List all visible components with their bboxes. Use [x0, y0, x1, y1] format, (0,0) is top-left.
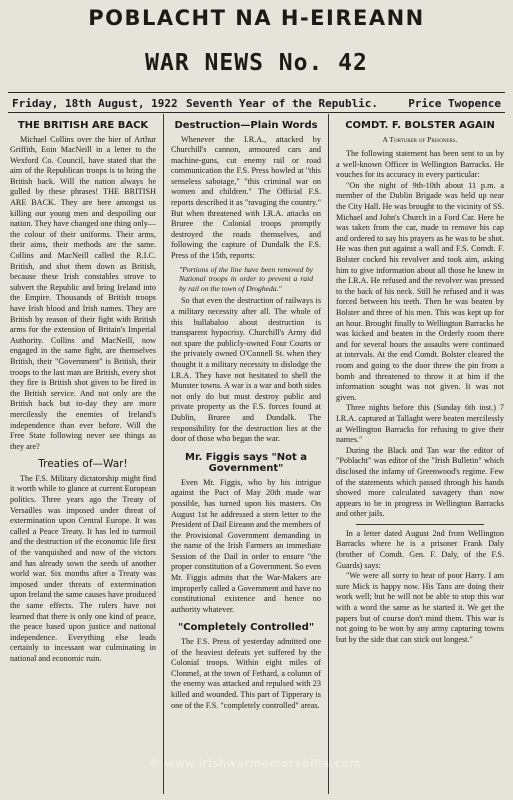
- article-daly-letter-intro: In a letter dated August 2nd from Wellington Barracks where he is a prisoner Frank Daly (brother of Comdt. Gen. F. Daly, of the F.S. Guards) says:: [336, 528, 504, 570]
- article-british-are-back: Michael Collins over the bier of Arthur Griffith, Eoin MacNeill in a letter to the Wexford Co. Council, have stated that the aim of the Republican troops is to bring the British back. Will the nation always be gulled by these phrases! THE BRITISH ARE BACK. They are here amongst us killing our young men and despoiling our nation. They have changed one thing only—the colour of their uniforms. Their arms, their aims, their methods are the same. Collins and MacNeill called the R.I.C. British, and shot them down as British, because these Irish constables strove to subvert the Republic and bring Ireland into the Empire. Thousands of British troops have Irish blood and Irish names. They are British by reason of their fight with British arms for the extension of Britain's Imperial Authority. Collins and MacNeill, now engaged in the same fight, are themselves British, their "Government" is British, their troops to the last man are British, every shot they fire is British shot given to be fired in the British service. And not only are the British back but to-day they are more mercilessly the enemies of Ireland's independence than ever before. Will the Free State following never see things as they are?: [10, 134, 156, 451]
- issue-date: Friday, 18th August, 1922: [12, 97, 178, 110]
- dateline: [12, 97, 501, 111]
- issue-price: Price Twopence: [408, 97, 501, 110]
- column-1: [10, 118, 156, 794]
- column-2: [171, 118, 321, 794]
- masthead-subtitle: WAR NEWS No. 42: [145, 50, 368, 76]
- subheading-torturer: A Torturer of Prisoners.: [382, 134, 458, 144]
- column-divider-2: [328, 114, 329, 794]
- column-3: [336, 118, 504, 794]
- header-rule-top: [8, 92, 505, 93]
- article-bolster-editor: During the Black and Tan war the editor of "Poblacht" was editor of the "Irish Bulletin" which disclosed the infamy of Greenwood's regime. Few of the statements which passed through his hands showed more calculated savagery than now appears to be in progress in Wellington Barracks and other jails.: [336, 445, 504, 519]
- article-destruction-part1: Whenever the I.R.A., attacked by Churchill's cannon, armoured cars and machine-guns, cut enemy rail or road communication the F.S. Press howled at "this senseless sabotage," "this criminal war on women and children." The Official F.S. reports described it as "ravaging the country." But when threatened with I.R.A. attacks on Bruree the Colonial troops promptly destroyed the roads themselves, and following the capture of Dundalk the F.S. Press of the 15th, reports:: [171, 134, 321, 261]
- headline-british-are-back: THE BRITISH ARE BACK: [17, 120, 149, 131]
- article-bolster-statement: "On the night of 9th-10th about 11 p.m. a member of the Dublin Brigade was held up near the City Hall. He was brought to the vicinity of SS. Michael and John's Church in a Ford Car. Here he was taken from the car, made to remove his cap and ordered to say his prayers as he was to be shot. He was then put against a wall and F.S. Comdt. F. Bolster cocked his revolver and took aim, asking him to give information about all those he knew in the I.R.A. He refused and the revolver was pressed to the back of his neck. Still he refused and it was forced between his teeth. Then he was beaten by Bolster and three of his men. This was kept up for an hour. Brought finally to Wellington Barracks he was kicked and beaten in the Orderly room there and for several hours the assaults were continued at intervals. At the end Comdt. Bolster cleared the room and going to the door threw the pin from a bomb and threatened to throw it at him if the information sought was not given. It was not given.: [336, 180, 504, 402]
- watermark-text: © www.irishwarmemorabilia.com: [148, 757, 362, 770]
- article-daly-letter-quote: "We were all sorry to hear of poor Harry. I am sure Mick is happy now. His Tans are doing their work well; but he will not be able to stop this war with a word the same as he started it. We get the papers but of course don't mind them. This war is not going to be won by any army capturing towns but by the side that can stick out longest.": [336, 571, 504, 644]
- article-completely-controlled: The F.S. Press of yesterday admitted one of the heaviest defeats yet suffered by the Colonial troops. Within eight miles of Clonmel, at the town of Fethard, a column of the enemy was attacked and repulsed with 23 killed and wounded. This part of Tipperary is one of the F.S. "completely controlled" areas.: [171, 636, 321, 710]
- section-divider: [356, 524, 484, 525]
- headline-destruction: Destruction—Plain Words: [174, 120, 318, 131]
- headline-mr-figgis: Mr. Figgis says "Not a Government": [185, 451, 307, 475]
- header-rule-bottom: [8, 112, 505, 113]
- article-treaties-of-war: The F.S. Military dictatorship might find it worth while to glance at current European politics. Three years ago the Treaty of Versailles was imposed under threat of extermination upon Central Europe. It was called a Peace Treaty. It has led to turmoil and the destruction of the economic life first of the vanquished and now of the victors and has already sown the seeds of another world war. Six months after a Treaty was imposed under threats of extermination upon Ireland the same causes have produced the same effects. The rulers have not learned that there is only one kind of peace, the peace based upon justice and national independence. Everything else leads certainly to incessant war culminating in national and economic ruin.: [10, 473, 156, 663]
- column-divider-1: [163, 114, 164, 794]
- article-bolster-tallaght: Three nights before this (Sunday 6th inst.) 7 I.R.A. captured at Tallaght were beaten mercilessly at Wellington Barracks for refusing to give their names.": [336, 403, 504, 445]
- article-bolster-intro: The following statement has been sent to us by a well-known Officer in Wellington Barracks. He vouches for its accuracy in every particular:: [336, 149, 504, 180]
- masthead-title: POBLACHT NA H-EIREANN: [88, 6, 425, 30]
- headline-treaties-of-war: Treaties of—War!: [38, 458, 128, 471]
- republic-year: Seventh Year of the Republic.: [186, 97, 379, 110]
- headline-comdt-bolster: COMDT. F. BOLSTER AGAIN: [345, 120, 495, 131]
- headline-completely-controlled: "Completely Controlled": [177, 622, 315, 634]
- article-destruction-part2: So that even the destruction of railways is a military necessity after all. The whole of this hullabaloo about destruction is transparent hypocrisy. Churchill's Army did not spare the publicly-owned Four Courts or the privately owned O'Connell St. when they thought it a military necessity to dislodge the I.R.A. They have not hesitated to shell the Munster towns. A war is a war and both sides not only do but must destroy public and private property as the F.S. forces found at Dublin, Bruree and Dundalk. The responsibility for the destruction lies at the door of those who began the war.: [171, 296, 321, 444]
- quote-drogheda: "Portions of the line have been removed by National troops in order to prevent a raid by rail on the town of Drogheda.": [179, 264, 313, 293]
- article-mr-figgis: Even Mr. Figgis, who by his intrigue against the Pact of May 20th made war possible, has turned upon his masters. On August 1st he addressed a stern letter to the President of Dail Eireann and the members of the Provisional Government demanding in the name of the Irish Farmers an immediate Session of the Dail in order to ensure "the proper constitution of a Government. So even Mr. Figgis admits that the War-Makers are improperly called a Government and have no constitutional existence and hence no authority whatever.: [171, 477, 321, 614]
